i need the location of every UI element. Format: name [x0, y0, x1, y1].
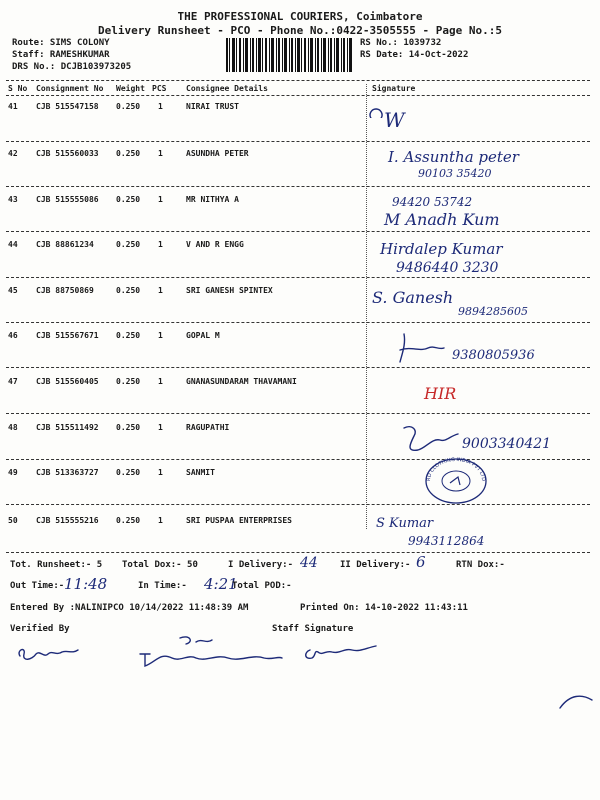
- rs-number: RS No.: 1039732: [360, 38, 442, 48]
- row-sno: 49: [8, 468, 18, 477]
- staff-signature-label: Staff Signature: [272, 624, 354, 634]
- divider: [6, 277, 590, 278]
- row-weight: 0.250: [116, 195, 141, 204]
- table-row: [8, 100, 588, 145]
- signature-row-46: [394, 330, 454, 366]
- col-signature: Signature: [372, 84, 416, 93]
- ii-delivery-value: 6: [416, 553, 426, 571]
- barcode: [226, 38, 352, 76]
- runsheet-title: Delivery Runsheet - PCO - Phone No.:0422-3505555 - Page No.:5: [98, 24, 502, 37]
- divider: [6, 231, 590, 232]
- circle-mark-icon: [368, 100, 408, 118]
- row-sno: 46: [8, 331, 18, 340]
- row-consignee: SRI PUSPAA ENTERPRISES: [186, 516, 292, 525]
- row-consignee: NIRAI TRUST: [186, 102, 239, 111]
- row-consignment: CJB 513363727: [36, 468, 99, 477]
- signature-row-44: Hirdalep Kumar: [380, 240, 503, 258]
- signature-row-43: M Anadh Kum: [384, 210, 500, 229]
- divider: [6, 80, 590, 81]
- divider: [6, 413, 590, 414]
- col-consignment: Consignment No: [36, 84, 104, 93]
- row-consignee: SANMIT: [186, 468, 215, 477]
- company-stamp: [420, 453, 492, 505]
- row-consignee: V AND R ENGG: [186, 240, 244, 249]
- row-pcs: 1: [158, 240, 163, 249]
- entered-by: Entered By :NALINIPCO 10/14/2022 11:48:39 AM: [10, 603, 249, 613]
- staff-signature-2: [300, 640, 380, 666]
- row-weight: 0.250: [116, 516, 141, 525]
- i-delivery-value: 44: [300, 555, 318, 571]
- row-consignment: CJB 515560405: [36, 377, 99, 386]
- phone-row-45: 9894285605: [458, 305, 528, 318]
- row-sno: 41: [8, 102, 18, 111]
- divider: [6, 95, 590, 96]
- row-sno: 45: [8, 286, 18, 295]
- staff: Staff: RAMESHKUMAR: [12, 50, 110, 60]
- row-pcs: 1: [158, 468, 163, 477]
- row-sno: 48: [8, 423, 18, 432]
- in-time-value: 4:21: [204, 575, 238, 593]
- divider: [6, 141, 590, 142]
- drs-number: DRS No.: DCJB103973205: [12, 62, 132, 72]
- verified-by: Verified By: [10, 624, 70, 634]
- row-weight: 0.250: [116, 468, 141, 477]
- row-consignee: GNANASUNDARAM THAVAMANI: [186, 377, 297, 386]
- signature-row-42: I. Assuntha peter: [388, 148, 519, 166]
- row-pcs: 1: [158, 286, 163, 295]
- row-weight: 0.250: [116, 240, 141, 249]
- phone-row-48: 9003340421: [462, 436, 552, 452]
- col-pcs: PCS: [152, 84, 167, 93]
- row-weight: 0.250: [116, 331, 141, 340]
- row-sno: 43: [8, 195, 18, 204]
- total-dox: Total Dox:- 50: [122, 560, 198, 570]
- row-consignee: MR NITHYA A: [186, 195, 239, 204]
- row-pcs: 1: [158, 195, 163, 204]
- row-consignee: ASUNDHA PETER: [186, 149, 249, 158]
- phone-row-44: 9486440 3230: [396, 260, 499, 276]
- divider: [6, 459, 590, 460]
- total-runsheet: Tot. Runsheet:- 5: [10, 560, 103, 570]
- row-consignee: SRI GANESH SPINTEX: [186, 286, 273, 295]
- i-delivery-label: I Delivery:-: [228, 560, 294, 570]
- col-sno: S No: [8, 84, 28, 93]
- row-pcs: 1: [158, 331, 163, 340]
- row-consignment: CJB 515547158: [36, 102, 99, 111]
- phone-row-46: 9380805936: [452, 348, 535, 363]
- row-weight: 0.250: [116, 149, 141, 158]
- divider: [6, 322, 590, 323]
- company-title: THE PROFESSIONAL COURIERS, Coimbatore: [177, 10, 423, 23]
- row-pcs: 1: [158, 149, 163, 158]
- divider: [6, 504, 590, 505]
- row-consignment: CJB 515555086: [36, 195, 99, 204]
- row-weight: 0.250: [116, 377, 141, 386]
- row-pcs: 1: [158, 102, 163, 111]
- row-consignment: CJB 515555216: [36, 516, 99, 525]
- signature-row-41: W: [384, 108, 405, 132]
- row-weight: 0.250: [116, 102, 141, 111]
- col-weight: Weight: [116, 84, 145, 93]
- staff-signature-1: [136, 632, 286, 672]
- row-consignment: CJB 515567671: [36, 331, 99, 340]
- out-time-label: Out Time:-: [10, 581, 65, 591]
- rs-date: RS Date: 14-Oct-2022: [360, 50, 469, 60]
- out-time-value: 11:48: [64, 575, 108, 593]
- row-pcs: 1: [158, 423, 163, 432]
- phone-row-50: 9943112864: [408, 534, 485, 548]
- row-pcs: 1: [158, 377, 163, 386]
- row-weight: 0.250: [116, 423, 141, 432]
- row-sno: 47: [8, 377, 18, 386]
- row-sno: 42: [8, 149, 18, 158]
- signature-row-50: S Kumar: [376, 516, 434, 531]
- row-consignment: CJB 515560033: [36, 149, 99, 158]
- verifier-signature: [14, 638, 84, 668]
- row-weight: 0.250: [116, 286, 141, 295]
- col-consignee: Consignee Details: [186, 84, 268, 93]
- divider: [6, 552, 590, 553]
- row-sno: 44: [8, 240, 18, 249]
- total-pod: Total POD:-: [232, 581, 292, 591]
- row-consignment: CJB 515511492: [36, 423, 99, 432]
- note-row-47: HIR: [424, 384, 457, 403]
- phone-row-42: 90103 35420: [418, 167, 492, 180]
- phone-row-43: 94420 53742: [392, 195, 473, 209]
- row-consignment: CJB 88861234: [36, 240, 94, 249]
- route: Route: SIMS COLONY: [12, 38, 110, 48]
- row-consignment: CJB 88750869: [36, 286, 94, 295]
- edge-mark: [556, 690, 596, 714]
- ii-delivery-label: II Delivery:-: [340, 560, 411, 570]
- row-consignee: GOPAL M: [186, 331, 220, 340]
- signature-row-45: S. Ganesh: [372, 288, 454, 307]
- stamp-text: RD CLOTHING INDIA PVT LTD: [425, 456, 487, 482]
- printed-on: Printed On: 14-10-2022 11:43:11: [300, 603, 468, 613]
- divider: [6, 186, 590, 187]
- rtn-dox: RTN Dox:-: [456, 560, 505, 570]
- row-consignee: RAGUPATHI: [186, 423, 230, 432]
- row-sno: 50: [8, 516, 18, 525]
- divider: [6, 367, 590, 368]
- row-pcs: 1: [158, 516, 163, 525]
- in-time-label: In Time:-: [138, 581, 187, 591]
